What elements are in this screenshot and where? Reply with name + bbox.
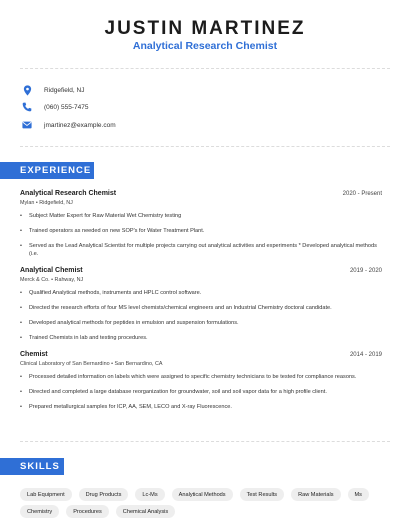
job-entry xyxy=(20,351,382,418)
job-company: Mylan xyxy=(20,200,35,206)
meta-separator: • xyxy=(35,200,40,206)
job-entry xyxy=(20,267,382,349)
skill-chip: Chemical Analysis xyxy=(116,505,175,518)
candidate-name: JUSTIN MARTINEZ xyxy=(104,18,306,39)
job-bullet: • Prepared metallurgical samples for ICP, AA, SEM, LECO and X-ray Fluorescence. xyxy=(20,403,382,411)
location-pin-icon xyxy=(20,83,34,97)
job-bullet: • Developed analytical methods for peptides in emulsion and suspension formulations. xyxy=(20,319,382,327)
phone-icon xyxy=(20,100,34,114)
skills-heading: SKILLS xyxy=(0,458,64,475)
skill-chip: Ms xyxy=(348,488,369,501)
job-title: Analytical Research Chemist xyxy=(20,190,117,197)
meta-separator: • xyxy=(51,277,55,283)
contact-phone-text: (060) 555-7475 xyxy=(44,103,89,111)
skill-chip: Lc-Ms xyxy=(135,488,164,501)
contact-divider xyxy=(20,146,390,147)
contact-location-text: Ridgefield, NJ xyxy=(44,86,85,94)
job-title: Analytical Chemist xyxy=(20,267,83,274)
job-bullets xyxy=(20,289,382,342)
skill-chip: Lab Equipment xyxy=(20,488,72,501)
skills-list xyxy=(20,488,390,522)
job-bullet: • Processed detailed information on labels which were assigned to specific chemistry technicians to be tested for compliance reasons. xyxy=(20,373,382,381)
skill-chip: Procedures xyxy=(66,505,109,518)
email-icon xyxy=(20,118,34,132)
job-bullet: • Trained operators as needed on new SOP's for Water Treatment Plant. xyxy=(20,227,382,235)
skill-chip: Analytical Methods xyxy=(172,488,233,501)
skill-chip: Raw Materials xyxy=(291,488,340,501)
job-dates: 2019 - 2020 xyxy=(349,268,382,274)
job-company: Merck & Co. xyxy=(20,277,50,283)
job-bullet: • Directed and completed a large database reorganization for groundwater, soil and soil vapor data for a high profile client. xyxy=(20,388,382,396)
job-bullet: • Directed the research efforts of four MS level chemists/chemical engineers and an Industrial Chemistry doctoral candidate. xyxy=(20,304,382,312)
job-bullet: • Served as the Lead Analytical Scientist for multiple projects carrying out analytical activities and experiments * Developed analytical methods (i.e. xyxy=(20,242,382,258)
candidate-role: Analytical Research Chemist xyxy=(132,40,278,52)
job-location: Rahway, NJ xyxy=(54,277,84,283)
experience-heading: EXPERIENCE xyxy=(0,162,94,179)
job-bullets xyxy=(20,212,382,258)
experience-divider xyxy=(20,441,390,442)
job-dates: 2020 - Present xyxy=(342,191,382,197)
job-location: Ridgefield, NJ xyxy=(39,200,73,206)
skill-chip: Drug Products xyxy=(79,488,129,501)
contact-email[interactable] xyxy=(20,118,116,132)
job-company: Clinical Laboratory of San Bernardino xyxy=(20,361,110,367)
job-bullet: • Subject Matter Expert for Raw Material Wet Chemistry testing xyxy=(20,212,382,220)
job-bullets xyxy=(20,373,382,411)
skill-chip: Chemistry xyxy=(20,505,59,518)
job-bullet: • Qualified Analytical methods, instruments and HPLC control software. xyxy=(20,289,382,297)
job-location: San Bernardino, CA xyxy=(114,361,163,367)
meta-separator: • xyxy=(111,361,115,367)
job-company-location xyxy=(20,200,382,206)
contact-phone[interactable] xyxy=(20,100,88,114)
job-bullet: • Trained Chemists in lab and testing procedures. xyxy=(20,334,382,342)
job-title: Chemist xyxy=(20,351,48,358)
job-company-location xyxy=(20,361,382,367)
skill-chip: Test Results xyxy=(240,488,284,501)
header-divider xyxy=(20,68,390,69)
contact-location xyxy=(20,83,84,97)
job-entry xyxy=(20,190,382,265)
job-dates: 2014 - 2019 xyxy=(349,352,382,358)
contact-email-text: jmartinez@example.com xyxy=(44,121,116,129)
job-company-location xyxy=(20,277,382,283)
